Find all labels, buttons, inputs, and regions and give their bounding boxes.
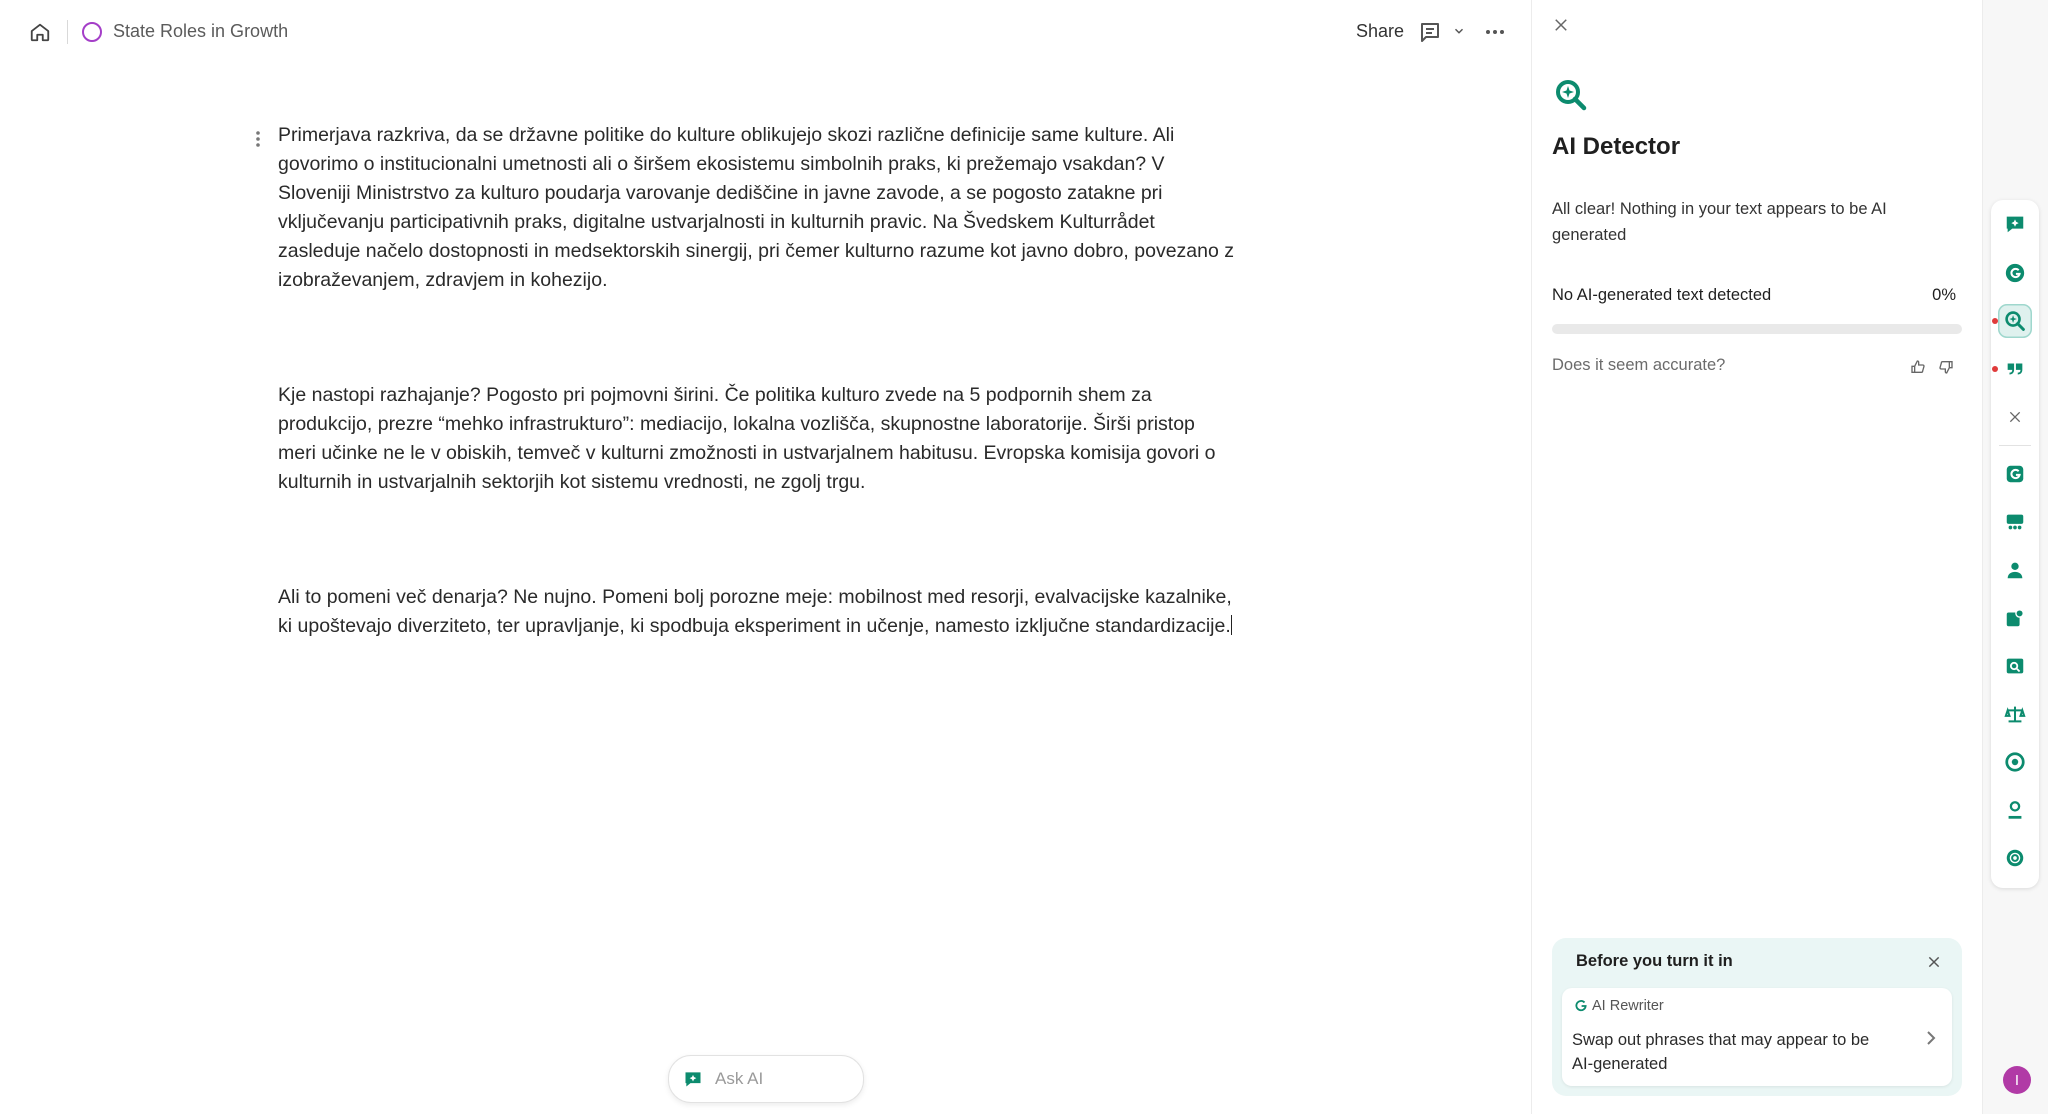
more-options-button[interactable] [1484, 22, 1508, 42]
drag-dots-icon [250, 128, 266, 150]
chat-spark-icon [2004, 213, 2026, 235]
assistant-rail [1982, 0, 2048, 1114]
expert-reviewer-icon [2004, 559, 2026, 581]
doc-title[interactable]: State Roles in Growth [113, 21, 289, 41]
rail-plagiarism-button[interactable] [1998, 649, 2032, 683]
plagiarism-check-icon [2004, 655, 2026, 677]
paragraph[interactable]: Primerjava razkriva, da se državne politike do kulture oblikujejo skozi različne definicije same kulture. Ali govorimo o institucionalni umetnosti ali o širšem ekosistemu simbolnih praks, ki prežemajo vsakdan? V Sloveniji Ministrstvo za kulturo poudarja varovanje dediščine in javne zavode, a se pogosto zatakne pri vključevanju participativnih praks, digitalne ustvarjalnosti in kulturnih pravic. Na Švedskem Kulturrådet zasleduje načelo dostopnosti in medsektorskih sinergij, pri čemer kulturno razume kot javno dobro, povezano z izobraževanjem, zdravjem in kohezijo. [278, 124, 1235, 291]
rewriter-tag [1574, 998, 1664, 1014]
rail-separator [1999, 445, 2031, 446]
ask-ai-button[interactable] [668, 1055, 864, 1103]
detector-message: All clear! Nothing in your text appears to be AI generated [1552, 200, 1887, 244]
audience-icon [2004, 511, 2026, 533]
ai-detector-panel [1531, 0, 1982, 1114]
thumbs-up-icon [1910, 359, 1926, 375]
citation-quote-icon [2004, 358, 2026, 380]
text-caret [1231, 615, 1232, 635]
paragraph-text: Ali to pomeni več denarja? Ne nujno. Pomeni bolj porozne meje: mobilnost med resorji, evalvacijske kazalnike, ki upoštevajo diverziteto, ter upravljanje, ki spodbuja eksperiment in učenje, namesto izključne standardizacije. [278, 586, 1232, 637]
rail-expert-button[interactable] [1998, 553, 2032, 587]
ai-detector-icon [2004, 310, 2026, 332]
rail-reader-button[interactable] [1998, 601, 2032, 635]
rail-settings-button[interactable] [1998, 841, 2032, 875]
rail-grammarly-button[interactable] [1998, 256, 2032, 290]
result-label: No AI-generated text detected [1552, 286, 1772, 304]
turn-in-title: Before you turn it in [1576, 952, 1733, 970]
header-divider [67, 20, 68, 44]
chat-spark-icon [683, 1069, 703, 1089]
turn-in-close-button[interactable] [1926, 954, 1944, 972]
rail-paraphraser-button[interactable] [1998, 745, 2032, 779]
top-bar [0, 0, 1530, 64]
comment-dropdown-button[interactable] [1452, 24, 1468, 40]
result-percent: 0% [1932, 286, 1956, 304]
rail-toolbar [1991, 200, 2039, 888]
home-icon [29, 21, 51, 43]
rail-ai-detector-button[interactable] [1998, 304, 2032, 338]
accuracy-question: Does it seem accurate? [1552, 356, 1726, 374]
rail-close-button[interactable] [1998, 400, 2032, 434]
ai-rewriter-card[interactable] [1562, 988, 1952, 1086]
paraphraser-icon [2004, 751, 2026, 773]
before-turn-in-card [1552, 938, 1962, 1096]
close-icon [1926, 954, 1942, 970]
proofreader-icon [2004, 799, 2026, 821]
rail-grader-button[interactable] [1998, 697, 2032, 731]
rewriter-arrow [1924, 1028, 1938, 1048]
comment-button[interactable] [1418, 20, 1444, 44]
rail-citation-button[interactable] [1998, 352, 2032, 386]
grammarly-icon [2004, 262, 2026, 284]
drag-handle[interactable] [250, 128, 266, 150]
comment-icon [1418, 20, 1442, 44]
doc-status-icon [82, 22, 102, 42]
close-icon [2007, 409, 2023, 425]
thumbs-up-button[interactable] [1910, 359, 1928, 377]
rail-ask-ai-button[interactable] [1998, 207, 2032, 241]
chevron-right-icon [1924, 1028, 1938, 1048]
rewriter-description: Swap out phrases that may appear to be AI-generated [1572, 1031, 1870, 1073]
paragraph[interactable] [278, 583, 1238, 641]
more-dots-icon [1484, 22, 1506, 42]
grader-icon [2004, 703, 2026, 725]
ask-ai-label: Ask AI [715, 1069, 764, 1088]
settings-icon [2004, 847, 2026, 869]
home-button[interactable] [26, 18, 54, 46]
rewriter-icon [1574, 999, 1588, 1013]
share-button[interactable]: Share [1356, 21, 1405, 41]
reader-reactions-icon [2004, 607, 2026, 629]
paragraph[interactable]: Kje nastopi razhajanje? Pogosto pri pojmovni širini. Če politika kulturo zvede na 5 podpornih shem za produkcijo, prezre “mehko infrastrukturo”: mediacijo, lokalna vozlišča, skupnostne laboratorije. Širši pristop meri učinke ne le v obiskih, temveč v kulturni zmožnosti in ustvarjalnem habitusu. Evropska komisija govori o kulturnih in ustvarjalnih sektorjih kot sistemu vrednosti, ne zgolj trgu. [278, 384, 1216, 493]
thumbs-down-button[interactable] [1938, 359, 1956, 377]
panel-close-button[interactable] [1552, 16, 1574, 38]
user-avatar[interactable]: I [2003, 1066, 2031, 1094]
grammarly-alt-icon [2004, 463, 2026, 485]
thumbs-down-icon [1938, 359, 1954, 375]
result-progress-bar [1552, 324, 1962, 334]
rail-proofreader-button[interactable] [1998, 793, 2032, 827]
panel-title: AI Detector [1552, 133, 1681, 160]
rail-tool-button[interactable] [1998, 457, 2032, 491]
close-icon [1552, 16, 1570, 34]
ai-detector-icon [1554, 78, 1588, 112]
rail-audience-button[interactable] [1998, 505, 2032, 539]
chevron-down-icon [1452, 24, 1466, 38]
rewriter-name: AI Rewriter [1592, 998, 1664, 1014]
